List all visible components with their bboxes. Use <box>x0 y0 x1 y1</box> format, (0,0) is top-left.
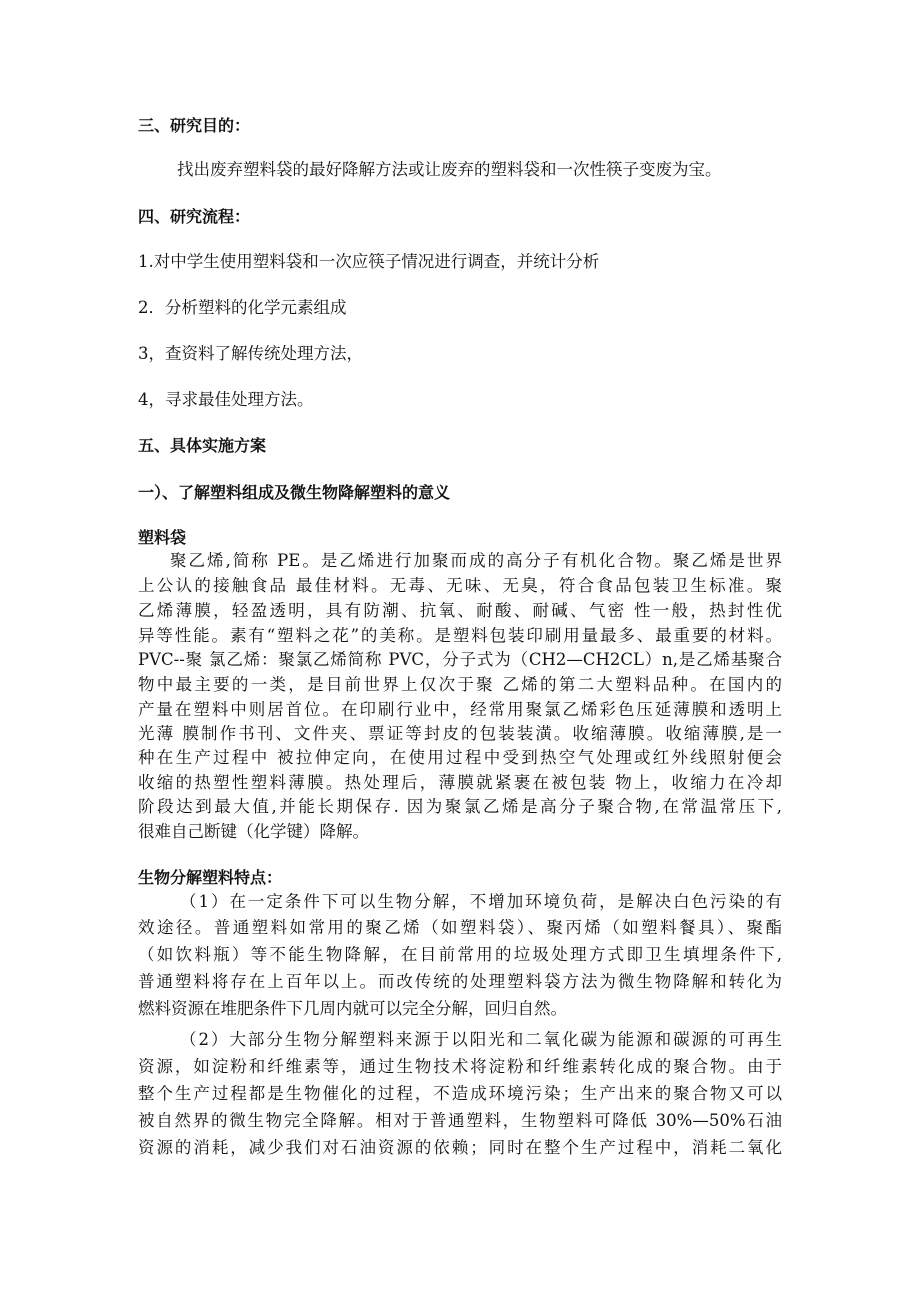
plastic-bag-line: 产量在塑料中则居首位。在印刷行业中，经常用聚氯乙烯彩色压延薄膜和透明上 <box>138 700 782 719</box>
section-3-heading: 三、研究目的： <box>138 116 251 135</box>
plastic-bag-heading: 塑料袋 <box>138 528 187 547</box>
subsection-1-heading: 一）、了解塑料组成及微生物降解塑料的意义 <box>138 483 451 502</box>
plastic-bag-line: 很难自己断键（化学键）降解。 <box>138 822 369 841</box>
section-3-body: 找出废弃塑料袋的最好降解方法或让废弃的塑料袋和一次性筷子变废为宝。 <box>177 160 722 179</box>
biodegradable-p1-line: （1）在一定条件下可以生物分解，不增加环境负荷，是解决白色污染的有 <box>180 892 782 911</box>
plastic-bag-line: 阶段达到最大值,并能长期保存. 因为聚氯乙烯是高分子聚合物,在常温常压下, <box>138 797 782 816</box>
section-4-heading: 四、研究流程： <box>138 207 251 226</box>
step-4: 4，寻求最佳处理方法。 <box>138 390 314 409</box>
plastic-bag-line: 上公认的接触食品 最佳材料。无毒、无味、无臭，符合食品包装卫生标准。聚 <box>138 576 782 595</box>
biodegradable-p1-line: 燃料资源在堆肥条件下几周内就可以完全分解，回归自然。 <box>138 999 567 1018</box>
plastic-bag-line: 聚乙烯,简称 PE。是乙烯进行加聚而成的高分子有机化合物。聚乙烯是世界 <box>170 551 782 570</box>
biodegradable-p2-line: 资源的消耗，减少我们对石油资源的依赖；同时在整个生产过程中，消耗二氧化 <box>138 1138 782 1157</box>
plastic-bag-line: 收缩的热塑性塑料薄膜。热处理后，薄膜就紧裹在被包装 物上，收缩力在冷却 <box>138 773 782 792</box>
plastic-bag-line: 种在生产过程中 被拉伸定向，在使用过程中受到热空气处理或红外线照射便会 <box>138 748 782 767</box>
step-2: 2．分析塑料的化学元素组成 <box>138 298 347 317</box>
biodegradable-p1-line: （如饮料瓶）等不能生物降解，在目前常用的垃圾处理方式即卫生填埋条件下, <box>138 945 782 964</box>
plastic-bag-line: PVC--聚 氯乙烯：聚氯乙烯简称 PVC，分子式为（CH2—CH2CL）n,是乙烯基聚合 <box>138 650 782 669</box>
biodegradable-p1-line: 普通塑料将存在上百年以上。而改传统的处理塑料袋方法为微生物降解和转化为 <box>138 972 782 991</box>
step-3: 3，查资料了解传统处理方法， <box>138 344 363 363</box>
biodegradable-p2-line: 资源，如淀粉和纤维素等，通过生物技术将淀粉和纤维素转化成的聚合物。由于 <box>138 1057 782 1076</box>
biodegradable-p2-line: 被自然界的微生物完全降解。相对于普通塑料，生物塑料可降低 30%—50%石油 <box>138 1111 782 1130</box>
plastic-bag-line: 物中最主要的一类，是目前世界上仅次于聚 乙烯的第二大塑料品种。在国内的 <box>138 675 782 694</box>
biodegradable-p1-line: 效途径。普通塑料如常用的聚乙烯（如塑料袋）、聚丙烯（如塑料餐具）、聚酯 <box>138 918 782 937</box>
biodegradable-p2-line: 整个生产过程都是生物催化的过程，不造成环境污染；生产出来的聚合物又可以 <box>138 1084 782 1103</box>
plastic-bag-line: 光薄 膜制作书刊、文件夹、票证等封皮的包装装潢。收缩薄膜。收缩薄膜,是一 <box>138 724 782 743</box>
section-5-heading: 五、具体实施方案 <box>138 436 267 455</box>
step-1: 1.对中学生使用塑料袋和一次应筷子情况进行调查，并统计分析 <box>138 252 600 271</box>
biodegradable-heading: 生物分解塑料特点： <box>138 868 283 887</box>
plastic-bag-line: 异等性能。素有“塑料之花”的美称。是塑料包装印刷用量最多、最重要的材料。 <box>138 626 782 645</box>
biodegradable-p2-line: （2）大部分生物分解塑料来源于以阳光和二氧化碳为能源和碳源的可再生 <box>180 1030 782 1049</box>
plastic-bag-line: 乙烯薄膜，轻盈透明，具有防潮、抗氧、耐酸、耐碱、气密 性一般，热封性优 <box>138 601 782 620</box>
